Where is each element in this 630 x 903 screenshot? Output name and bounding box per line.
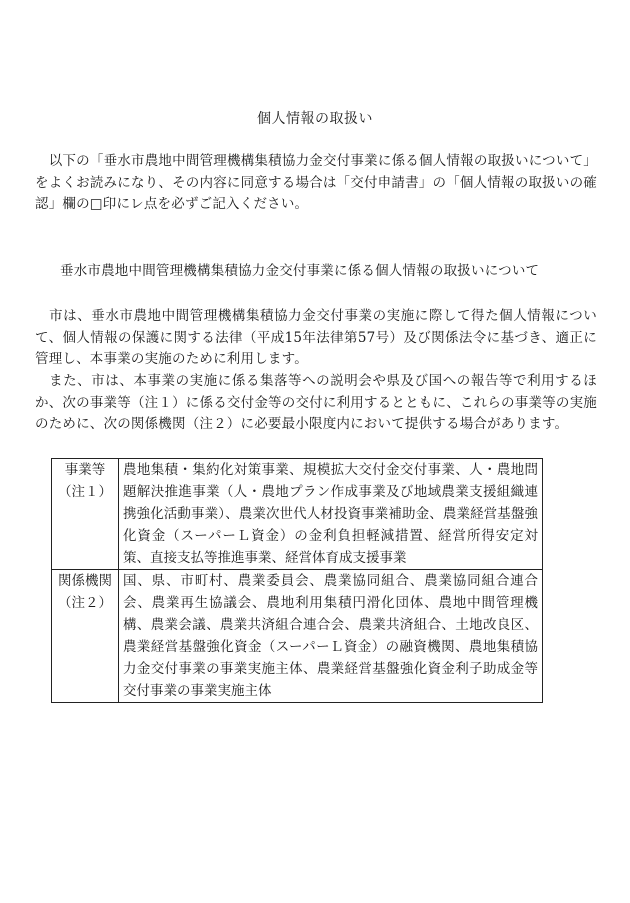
section-title: 垂水市農地中間管理機構集積協力金交付事業に係る個人情報の取扱いについて <box>60 263 540 279</box>
row-label-cell <box>52 459 119 570</box>
row-label-note: （注２） <box>58 595 112 611</box>
row-label-note: （注１） <box>58 484 112 500</box>
body-paragraph-1: 市は、垂水市農地中間管理機構集積協力金交付事業の実施に際して得た個人情報について、個人情報の保護に関する法律（平成15年法律第57号）及び関係法令に基づき、適正に管理し、本事業の実施のために利用します。 <box>35 308 597 367</box>
row-label: 関係機関 <box>58 573 112 589</box>
intro-paragraph: 以下の「垂水市農地中間管理機構集積協力金交付事業に係る個人情報の取扱いについて」をよくお読みになり、その内容に同意する場合は「交付申請書」の「個人情報の取扱いの確認」欄の□印にレ点を必ずご記入ください。 <box>35 153 597 212</box>
row-content: 国、県、市町村、農業委員会、農業協同組合、農業協同組合連合会、農業再生協議会、農地利用集積円滑化団体、農地中間管理機構、農業会議、農業共済組合連合会、農業共済組合、土地改良区、農業経営基盤強化資金（スーパーＬ資金）の融資機関、農地集積協力金交付事業の事業実施主体、農業経営基盤強化資金利子助成金等交付事業の事業実施主体 <box>119 570 543 703</box>
row-label: 事業等 <box>64 462 106 478</box>
row-content: 農地集積・集約化対策事業、規模拡大交付金交付事業、人・農地問題解決推進事業（人・農地プラン作成事業及び地域農業支援組織連携強化活動事業）、農業次世代人材投資事業補助金、農業経営基盤強化資金（スーパーＬ資金）の金利負担軽減措置、経営所得安定対策、直接支払等推進事業、経営体育成支援事業 <box>119 459 543 570</box>
body-paragraph-2: また、市は、本事業の実施に係る集落等への説明会や県及び国への報告等で利用するほか、次の事業等（注１）に係る交付金等の交付に利用するとともに、これらの事業等の実施のために、次の関係機関（注２）に必要最小限度内において提供する場合があります。 <box>35 373 597 432</box>
row-label-cell <box>52 570 119 703</box>
table-row <box>52 459 543 570</box>
info-table <box>51 458 543 703</box>
table-row <box>52 570 543 703</box>
document-title: 個人情報の取扱い <box>257 111 373 127</box>
